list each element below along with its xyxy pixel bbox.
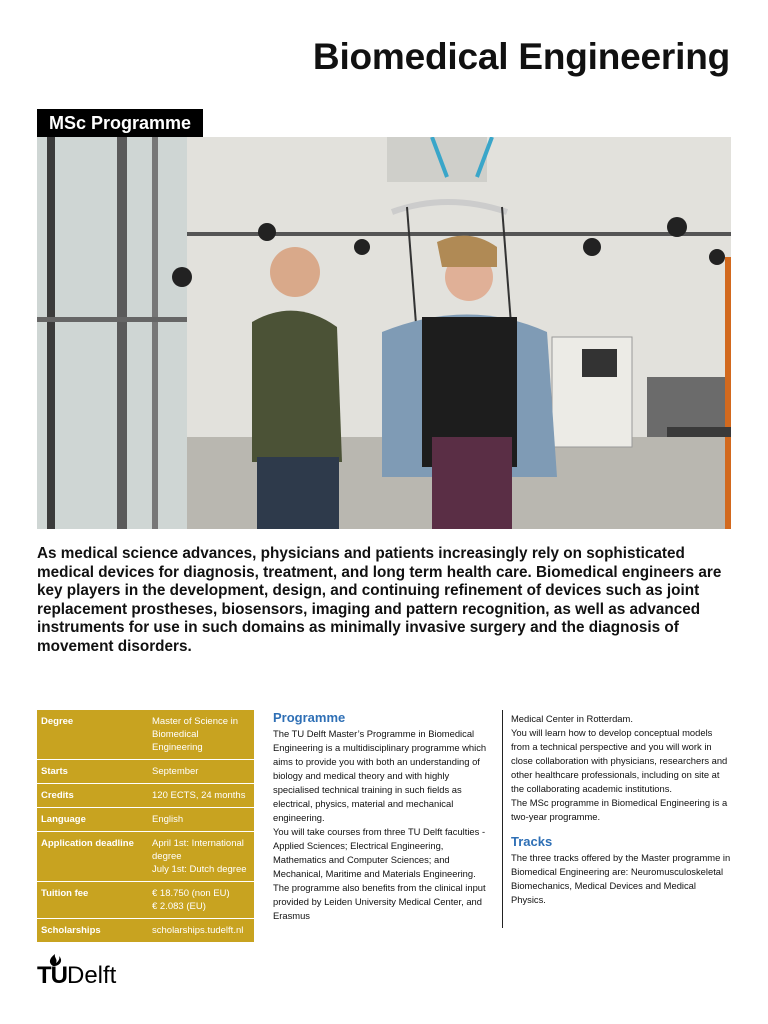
facts-value bbox=[147, 760, 254, 784]
facts-value-line: September bbox=[152, 766, 199, 777]
facts-value-line: English bbox=[152, 814, 184, 825]
facts-row bbox=[37, 784, 254, 808]
lab-photo bbox=[37, 137, 731, 529]
facts-row bbox=[37, 919, 254, 943]
facts-label: Degree bbox=[37, 710, 147, 760]
facts-value-line: scholarships.tudelft.nl bbox=[152, 925, 244, 936]
programme-badge: MSc Programme bbox=[37, 109, 203, 137]
programme-text-5: The MSc programme in Biomedical Engineering is a two-year programme. bbox=[511, 797, 728, 822]
facts-row bbox=[37, 710, 254, 760]
page-title: Biomedical Engineering bbox=[312, 36, 730, 77]
facts-value-line: € 2.083 (EU) bbox=[152, 901, 206, 912]
facts-label: Scholarships bbox=[37, 919, 147, 943]
facts-label: Starts bbox=[37, 760, 147, 784]
facts-value bbox=[147, 808, 254, 832]
programme-heading: Programme bbox=[273, 710, 346, 725]
facts-label: Language bbox=[37, 808, 147, 832]
tu-delft-logo bbox=[37, 950, 167, 990]
facts-row bbox=[37, 882, 254, 919]
facts-row bbox=[37, 832, 254, 882]
column-divider bbox=[502, 710, 503, 928]
facts-value-line: April 1st: International bbox=[152, 838, 244, 849]
lab-photo-image bbox=[37, 137, 731, 529]
facts-value bbox=[147, 784, 254, 808]
programme-text-1: The TU Delft Master’s Programme in Biomedical Engineering is a multidisciplinary programme which aims to provide you with both an understanding of biology and medical theory and with highly specialised technical training in such fields as electrical, physics, material and mechanical engineering. bbox=[273, 728, 487, 823]
facts-value bbox=[147, 832, 254, 882]
programme-column bbox=[273, 710, 493, 923]
facts-value-line: Master of Science in bbox=[152, 716, 239, 727]
programme-column-continued bbox=[511, 712, 731, 907]
facts-value-line: July 1st: Dutch degree bbox=[152, 864, 247, 875]
facts-value bbox=[147, 919, 254, 943]
programme-text-3: Medical Center in Rotterdam. bbox=[511, 713, 633, 724]
programme-text-4: You will learn how to develop conceptual models from a technical perspective and you will work in close collaboration with physicians, researchers and other healthcare professionals, including on site at the collaborating academic institutions. bbox=[511, 727, 728, 794]
facts-value-line: degree bbox=[152, 851, 182, 862]
programme-facts-table bbox=[37, 710, 254, 943]
programme-text-2: You will take courses from three TU Delft faculties - Applied Sciences; Electrical Engineering, Mathematics and Computer Sciences; and Mechanical, Maritime and Materials Engineering. The programme also benefits from the clinical input provided by Leiden University Medical Center, and Erasmus bbox=[273, 826, 486, 921]
facts-value-line: Biomedical Engineering bbox=[152, 729, 203, 753]
facts-label: Credits bbox=[37, 784, 147, 808]
facts-label: Application deadline bbox=[37, 832, 147, 882]
intro-paragraph: As medical science advances, physicians and patients increasingly rely on sophisticated medical devices for diagnosis, treatment, and long term health care. Biomedical engineers are key players in the development, design, and continuing refinement of devices such as joint replacement prostheses, biosensors, imaging and pattern recognition, as well as advanced instruments for use in such domains as minimally invasive surgery and the diagnosis of movement disorders. bbox=[37, 545, 722, 655]
facts-label: Tuition fee bbox=[37, 882, 147, 919]
facts-value bbox=[147, 882, 254, 919]
tracks-text: The three tracks offered by the Master programme in Biomedical Engineering are: Neuromusculoskeletal Biomechanics, Medical Devices and Medical Physics. bbox=[511, 852, 731, 905]
facts-row bbox=[37, 808, 254, 832]
logo-regular-text: Delft bbox=[67, 962, 117, 989]
facts-row bbox=[37, 760, 254, 784]
tracks-heading: Tracks bbox=[511, 834, 553, 849]
facts-value-line: € 18.750 (non EU) bbox=[152, 888, 230, 899]
logo-wordmark bbox=[37, 962, 116, 990]
logo-bold-text: TU bbox=[37, 962, 67, 989]
facts-value bbox=[147, 710, 254, 760]
facts-value-line: 120 ECTS, 24 months bbox=[152, 790, 246, 801]
